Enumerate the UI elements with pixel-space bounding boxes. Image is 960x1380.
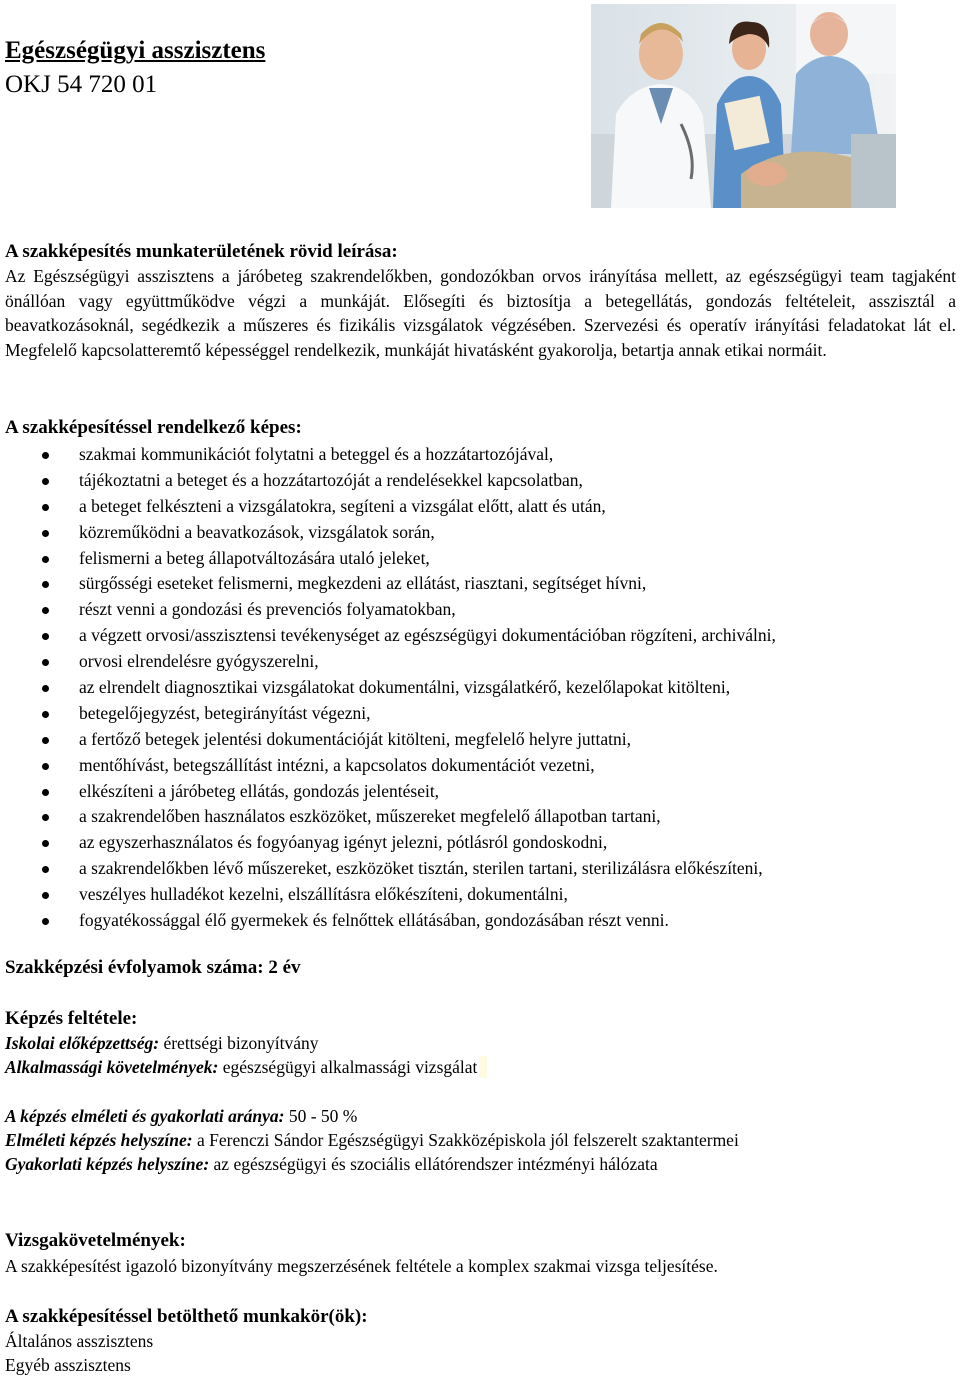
capability-item <box>5 830 956 856</box>
ratio-line <box>5 1104 357 1128</box>
highlight-mark <box>479 1056 487 1078</box>
capability-text: közreműködni a beavatkozások, vizsgálatok során, <box>79 521 435 542</box>
capability-text: a fertőző betegek jelentési dokumentációját kitölteni, megfelelő helyre juttatni, <box>79 728 632 749</box>
capability-item <box>5 442 956 468</box>
capability-item <box>5 804 956 830</box>
job-item: Egyéb asszisztens <box>5 1355 131 1375</box>
capability-text: orvosi elrendelésre gyógyszerelni, <box>79 651 319 672</box>
capability-text: az elrendelt diagnosztikai vizsgálatokat dokumentálni, vizsgálatkérő, kezelőlapokat kitölteni, <box>79 677 731 698</box>
capability-item <box>5 856 956 882</box>
bullet-icon <box>42 814 49 821</box>
fitness-label: Alkalmassági követelmények: <box>5 1057 219 1077</box>
capability-text: sürgősségi eseteket felismerni, megkezdeni az ellátást, riasztani, segítséget hívni, <box>79 573 647 594</box>
bullet-icon <box>42 633 49 640</box>
practice-label: Gyakorlati képzés helyszíne: <box>5 1154 210 1174</box>
bullet-icon <box>42 556 49 563</box>
capability-item <box>5 623 956 649</box>
capability-text: a végzett orvosi/asszisztensi tevékenységet az egészségügyi dokumentációban rögzíteni, archiválni, <box>79 625 776 646</box>
capability-text: tájékoztatni a beteget és a hozzátartozóját a rendelésekkel kapcsolatban, <box>79 469 583 490</box>
qualification-code: OKJ 54 720 01 <box>5 71 158 98</box>
bullet-icon <box>42 763 49 770</box>
bullet-icon <box>42 866 49 873</box>
bullet-icon <box>42 892 49 899</box>
exam-text: A szakképesítést igazoló bizonyítvány megszerzésének feltétele a komplex szakmai vizsga teljesítése. <box>5 1256 718 1276</box>
capability-text: fogyatékossággal élő gyermekek és felnőttek ellátásában, gondozásában részt venni. <box>79 910 669 931</box>
capability-text: felismerni a beteg állapotváltozására utaló jeleket, <box>79 547 430 568</box>
bullet-icon <box>42 659 49 666</box>
capability-text: szakmai kommunikációt folytatni a beteggel és a hozzátartozójával, <box>79 444 554 464</box>
ratio-label: A képzés elméleti és gyakorlati aránya: <box>5 1106 285 1126</box>
bullet-icon <box>42 840 49 847</box>
capability-text: részt venni a gondozási és prevenciós folyamatokban, <box>79 599 456 620</box>
exam-heading: Vizsgakövetelmények: <box>5 1230 186 1251</box>
medical-staff-photo <box>591 4 896 208</box>
capability-item <box>5 546 956 572</box>
capability-item <box>5 571 956 597</box>
bullet-icon <box>42 711 49 718</box>
capability-item <box>5 649 956 675</box>
fitness-requirement <box>5 1055 487 1079</box>
ratio-value: 50 - 50 % <box>284 1106 358 1126</box>
capability-text: a szakrendelőkben lévő műszereket, eszközöket tisztán, sterilen tartani, sterilizálásra előkészíteni, <box>79 858 763 879</box>
bullet-icon <box>42 504 49 511</box>
description-text: Az Egészségügyi asszisztens a járóbeteg szakrendelőkben, gondozókban orvos irányítása mellett, az egészségügyi team tagjaként önállóan vagy együttműködve végzi a munkáját. Elősegíti és biztosítja a betegellátás, gondozás feltételeit, asszisztál a beavatkozásoknál, segédkezik a műszeres és fizikális vizsgálatok végzésében. Szervezési és operatív irányítási feladatokat lát el. Megfelelő kapcsolatteremtő képességgel rendelkezik, munkáját hivatásként gyakorolja, betartja annak etikai normáit. <box>5 266 956 360</box>
school-label: Iskolai előképzettség: <box>5 1033 160 1053</box>
practice-value: az egészségügyi és szociális ellátórendszer intézményi hálózata <box>209 1154 658 1174</box>
bullet-icon <box>42 530 49 537</box>
capability-item <box>5 753 956 779</box>
capability-item <box>5 675 956 701</box>
capability-item <box>5 727 956 753</box>
capability-text: elkészíteni a járóbeteg ellátás, gondozás jelentéseit, <box>79 780 440 801</box>
capability-item <box>5 908 956 934</box>
school-requirement <box>5 1031 318 1055</box>
bullet-icon <box>42 918 49 925</box>
capability-text: a beteget felkészteni a vizsgálatokra, segíteni a vizsgálat előtt, alatt és után, <box>79 495 606 516</box>
bullet-icon <box>42 607 49 614</box>
capability-text: az egyszerhasználatos és fogyóanyag igényt jelezni, pótlásról gondoskodni, <box>79 832 608 853</box>
bullet-icon <box>42 452 49 459</box>
theory-location-line <box>5 1128 739 1152</box>
capability-item <box>5 597 956 623</box>
bullet-icon <box>42 478 49 485</box>
capability-item <box>5 701 956 727</box>
jobs-heading: A szakképesítéssel betölthető munkakör(ök): <box>5 1306 368 1327</box>
capability-text: mentőhívást, betegszállítást intézni, a kapcsolatos dokumentációt vezetni, <box>79 754 595 775</box>
capabilities-heading: A szakképesítéssel rendelkező képes: <box>5 417 302 438</box>
fitness-value: egészségügyi alkalmassági vizsgálat <box>218 1057 478 1077</box>
capability-item <box>5 494 956 520</box>
capability-item <box>5 882 956 908</box>
practice-location-line <box>5 1152 658 1176</box>
page-title: Egészségügyi asszisztens <box>5 37 266 64</box>
capabilities-list <box>5 442 956 934</box>
capability-item <box>5 468 956 494</box>
description-heading: A szakképesítés munkaterületének rövid leírása: <box>5 241 398 262</box>
theory-value: a Ferenczi Sándor Egészségügyi Szakközépiskola jól felszerelt szaktantermei <box>192 1130 739 1150</box>
requirements-heading: Képzés feltétele: <box>5 1008 138 1029</box>
capability-text: veszélyes hulladékot kezelni, elszállításra előkészíteni, dokumentálni, <box>79 884 568 905</box>
capability-item <box>5 520 956 546</box>
job-item: Általános asszisztens <box>5 1331 154 1351</box>
bullet-icon <box>42 789 49 796</box>
years-heading: Szakképzési évfolyamok száma: 2 év <box>5 957 301 978</box>
capability-text: a szakrendelőben használatos eszközöket, műszereket megfelelő állapotban tartani, <box>79 806 661 827</box>
theory-label: Elméleti képzés helyszíne: <box>5 1130 193 1150</box>
capability-item <box>5 779 956 805</box>
capability-text: betegelőjegyzést, betegirányítást végezni, <box>79 702 371 723</box>
bullet-icon <box>42 685 49 692</box>
bullet-icon <box>42 581 49 588</box>
bullet-icon <box>42 737 49 744</box>
school-value: érettségi bizonyítvány <box>159 1033 319 1053</box>
